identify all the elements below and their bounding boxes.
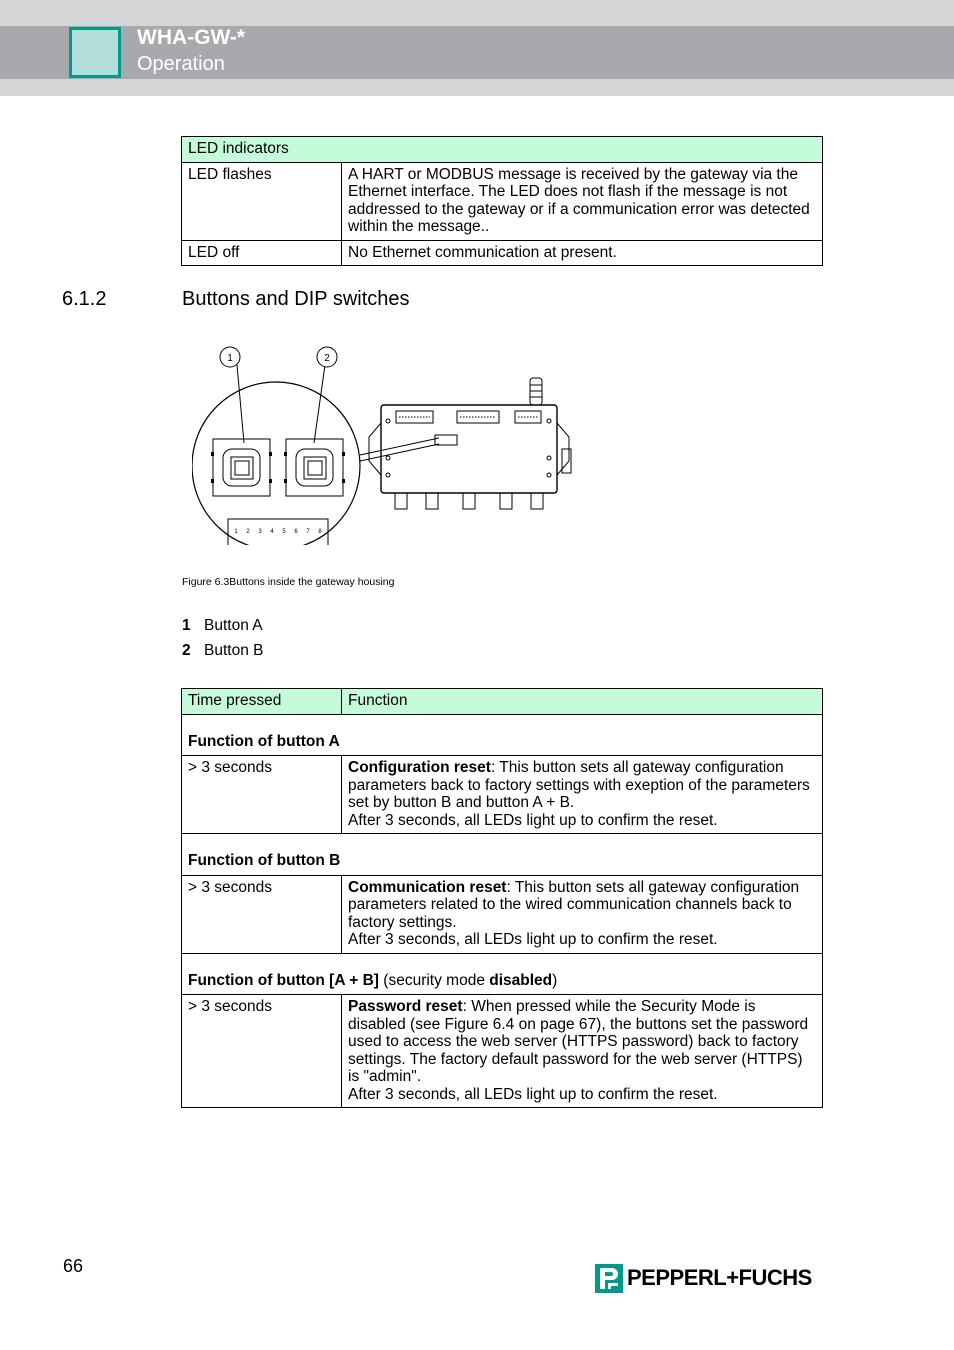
table-row [182, 240, 823, 266]
function-description [342, 756, 823, 834]
time-pressed: > 3 seconds [182, 756, 342, 834]
figure-caption: Figure 6.3Buttons inside the gateway housing [182, 576, 395, 588]
dip-number: 2 [246, 529, 250, 535]
table-row [182, 162, 823, 240]
section-number: 6.1.2 [62, 288, 107, 310]
section-heading: Function of button B [188, 852, 341, 869]
function-text: : When pressed while the Security Mode is disabled (see Figure 6.4 on page 67), the buttons set the password used to access the web server (HTTPS password) back to factory settings. The factory default password for the web server (HTTPS) is "admin". [348, 998, 809, 1085]
legend-number: 1 [182, 617, 191, 634]
dip-number: 4 [270, 529, 274, 535]
callout-1 [220, 347, 240, 367]
led-indicators-table [181, 136, 823, 266]
button-functions-table [181, 688, 823, 1108]
section-heading: Function of button [A + B] [188, 971, 379, 989]
dip-number: 5 [282, 529, 286, 535]
page-number: 66 [63, 1256, 84, 1276]
header-band-top [0, 0, 954, 26]
callout-2 [317, 347, 337, 367]
table-row [182, 756, 823, 834]
chapter-title: Operation [137, 53, 225, 75]
function-text: : This button sets all gateway configuration parameters back to factory settings with exeption of the parameters set by button B and button A + B. [348, 759, 810, 811]
section-heading-end: ) [552, 971, 558, 989]
table-heading: LED indicators [182, 137, 823, 163]
section-heading-text: (security mode [378, 971, 490, 989]
function-confirm: After 3 seconds, all LEDs light up to confirm the reset. [348, 931, 718, 948]
header-accent-square [69, 27, 121, 78]
time-pressed: > 3 seconds [182, 995, 342, 1108]
dip-number: 1 [234, 529, 238, 535]
legend-label: Button A [204, 617, 263, 634]
function-name: Password reset [348, 998, 463, 1015]
gateway-housing-drawing [192, 343, 576, 545]
gateway-buttons-figure [192, 343, 576, 545]
led-state: LED off [182, 240, 342, 266]
table-header-row [182, 689, 823, 715]
column-header-function: Function [342, 689, 823, 715]
legend-item [182, 642, 263, 660]
table-row [182, 875, 823, 953]
logo-text: PEPPERL+FUCHS [627, 1265, 812, 1290]
section-title: Buttons and DIP switches [182, 288, 410, 310]
led-description: A HART or MODBUS message is received by the gateway via the Ethernet interface. The LED does not flash if the message is not addressed to the gateway or if a communication error was detected within the message.. [342, 162, 823, 240]
section-row-button-a [182, 714, 823, 756]
callout-number: 1 [227, 353, 233, 364]
legend-label: Button B [204, 642, 264, 659]
dip-number: 3 [258, 529, 262, 535]
function-text: : This button sets all gateway configuration parameters related to the wired communication channels back to factory settings. [348, 878, 800, 931]
led-description: No Ethernet communication at present. [342, 240, 823, 266]
time-pressed: > 3 seconds [182, 875, 342, 953]
legend-number: 2 [182, 642, 191, 659]
section-row-button-ab [182, 953, 823, 995]
company-logo [595, 1263, 812, 1293]
function-confirm: After 3 seconds, all LEDs light up to confirm the reset. [348, 1085, 718, 1103]
table-header-row [182, 137, 823, 163]
column-header-time: Time pressed [182, 689, 342, 715]
function-name: Configuration reset [348, 759, 491, 776]
dip-number: 7 [306, 529, 310, 535]
function-description [342, 875, 823, 953]
function-name: Communication reset [348, 878, 507, 896]
dip-number: 6 [294, 529, 298, 535]
function-description [342, 995, 823, 1108]
led-state: LED flashes [182, 162, 342, 240]
document-title: WHA-GW-* [137, 26, 246, 49]
section-heading-emphasis: disabled [489, 971, 553, 989]
callout-number: 2 [324, 353, 330, 364]
logo-icon [595, 1264, 623, 1293]
header-band-bottom [0, 79, 954, 96]
legend-item [182, 617, 263, 635]
table-row [182, 995, 823, 1108]
dip-switch-labels [234, 529, 322, 535]
section-heading: Function of button A [188, 732, 340, 750]
function-confirm: After 3 seconds, all LEDs light up to confirm the reset. [348, 811, 718, 829]
dip-number: 8 [318, 529, 322, 535]
section-row-button-b [182, 834, 823, 876]
